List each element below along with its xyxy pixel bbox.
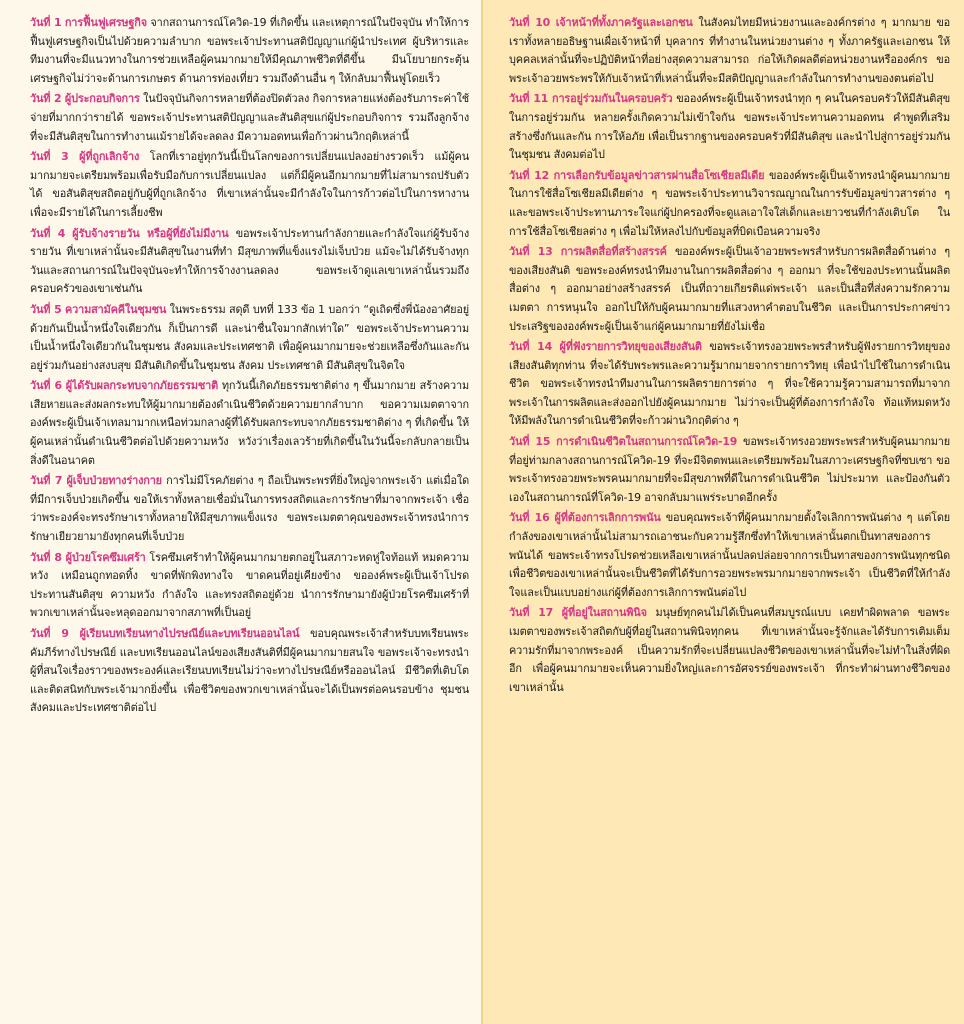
- day-label: วันที่ 11: [509, 92, 549, 106]
- prayer-entry-day-15: [509, 433, 950, 507]
- day-label: วันที่ 2: [30, 92, 62, 106]
- prayer-entry-day-16: [509, 509, 950, 602]
- prayer-topic: ผู้ป่วยโรคซึมเศร้า: [65, 550, 146, 564]
- prayer-entry-day-11: [509, 90, 950, 164]
- day-label: วันที่ 14: [509, 340, 552, 354]
- prayer-text: ทุกวันนี้เกิดภัยธรรมชาติต่าง ๆ ขึ้นมากมาย สร้างความเสียหายและส่งผลกระทบให้ผู้มากมายต้องดำเนินชีวิตด้วยความยากลำบาก ขอความเมตตาจากองค์พระผู้เป็นเจ้าเทลมามากเหนือท่วมกลางผู้ที่ได้รับผลกระทบจากภัยธรรมชาติต่าง ๆ ที่เกิดขึ้น ให้ผู้คนเหล่านั้นดำเนินชีวิตต่อไปด้วยความหวัง หวังว่าเรื่องเลวร้ายที่เกิดขึ้นในวันนี้จะกลับกลายเป็นสิ่งดีในอนาคต: [30, 379, 470, 467]
- prayer-text: ขอพระเจ้าทรงอวยพระพรสำหรับผู้ฟังรายการวิทยุของเสียงสันติทุกท่าน ที่จะได้รับพระพรและความรู้มากมายจากรายการวิทยุ เพื่อนำไปใช้ในการดำเนินชีวิต ขอพระเจ้าทรงนำทีมงานในการผลิตรายการต่าง ๆ ที่จะใช้ความรู้ความสามารถที่มาจากพระเจ้าในการผลิตและส่งออกไปยังผู้คนมากมาย ไม่ว่าจะเป็นผู้ที่ต้องการกำลังใจ ท้อแท้หมดหวัง ให้มีพลังในการดำเนินชีวิตที่จะก้าวผ่านวิกฤติต่าง ๆ: [509, 340, 950, 428]
- prayer-text: ในสังคมไทยมีหน่วยงานและองค์กรต่าง ๆ มากมาย ขอเราทั้งหลายอธิษฐานเผื่อเจ้าหน้าที่ บุคลากร ที่ทำงานในหน่วยงานต่าง ๆ ทั้งภาครัฐและเอกชน ให้บุคคลเหล่านั้นที่จะปฏิบัติหน้าที่อย่างสุดความสามารถ ก่อให้เกิดผลดีต่อหน่วยงานหรือองค์กร ขอพระเจ้าอวยพระพรให้กับเจ้าหน้าที่เหล่านั้นที่จะมีสติปัญญาและกำลังในการทำงานของตนต่อไป: [509, 16, 951, 85]
- prayer-entry-day-6: [30, 377, 469, 470]
- prayer-entry-day-14: [509, 338, 950, 431]
- prayer-text: ขอพระเจ้าประทานกำลังกายและกำลังใจแก่ผู้รับจ้างรายวัน ที่เขาเหล่านั้นจะมีสันติสุขในงานที่ทำ มีสุขภาพที่แข็งแรงไม่เจ็บป่วย แม้จะไม่ได้รับจ้างทุกวันและสถานการณ์ในปัจจุบันจะทำให้การจ้างงานลดลง ขอพระเจ้าดูแลเขาเหล่านั้นรวมถึงครอบครัวของเขาเช่นกัน: [30, 226, 470, 296]
- prayer-text: ในปัจจุบันกิจการหลายที่ต้องปิดตัวลง กิจการหลายแห่งต้องรับภาระค่าใช้จ่ายที่มากกว่ารายได้ ขอพระเจ้าประทานสติปัญญาและสันติสุขแก่ผู้ประกอบกิจการ รวมถึงลูกจ้างที่จะมีสันติสุขในการทำงานแม้รายได้จะลดลง มีความอดทนเพื่อก้าวผ่านวิกฤติเหล่านี้: [30, 92, 470, 143]
- day-label: วันที่ 12: [509, 168, 550, 182]
- prayer-text: ขอบคุณพระเจ้าที่ผู้คนมากมายตั้งใจเลิกการพนันต่าง ๆ แต่โดยกำลังของเขาเหล่านั้นไม่สามารถเอาชนะกับความรู้สึกซึ่งทำให้เขาเหล่านั้นตกเป็นทาสของการพนันได้ ขอพระเจ้าทรงโปรดช่วยเหลือเขาเหล่านั้นปลดปล่อยจากการเป็นทาสของการพนันทุกชนิด เพื่อชีวิตของเขาเหล่านั้นจะเป็นชีวิตที่ได้รับการอวยพระพรมากมายจากพระเจ้า เป็นชีวิตที่ให้กำลังใจและเป็นแบบอย่างแก่ผู้ที่ต้องการเลิกการพนันต่อไป: [509, 511, 951, 599]
- day-label: วันที่ 3: [30, 150, 69, 164]
- prayer-topic: การดำเนินชีวิตในสถานการณ์โควิด-19: [556, 435, 738, 449]
- prayer-topic: ผู้ที่ต้องการเลิกการพนัน: [554, 511, 661, 525]
- day-label: วันที่ 4: [30, 226, 66, 240]
- prayer-entry-day-10: [509, 14, 950, 88]
- prayer-entry-day-5: [30, 301, 469, 375]
- prayer-text: โลกที่เราอยู่ทุกวันนี้เป็นโลกของการเปลี่ยนแปลงอย่างรวดเร็ว แม้ผู้คนมากมายจะเตรียมพร้อมเพื่อรับมือกับการเปลี่ยนแปลง แต่ก็มีผู้คนอีกมากมายที่ไม่สามารถปรับตัวได้ ขอสันติสุขสถิตอยู่กับผู้ที่ถูกเลิกจ้าง ที่เขาเหล่านั้นจะมีกำลังใจในการก้าวต่อไปในการหางาน เพื่อจะมีรายได้ในการเลี้ยงชีพ: [30, 150, 469, 219]
- day-label: วันที่ 17: [509, 606, 554, 620]
- prayer-topic: ผู้ที่อยู่ในสถานพินิจ: [561, 606, 647, 620]
- prayer-entry-day-13: [509, 243, 950, 336]
- prayer-entry-day-8: [30, 549, 469, 623]
- prayer-text: ในพระธรรม สดุดี บทที่ 133 ข้อ 1 บอกว่า “ดูเถิดซึ่งพี่น้องอาศัยอยู่ด้วยกันเป็นน้ำหนึ่งใจเดียวกัน ก็เป็นการดี และน่าชื่นใจมากสักเท่าใด” ขอพระเจ้าประทานความเป็นน้ำหนึ่งใจเดียวกันในชุมชน สังคมและประเทศชาติ เพื่อผู้คนมากมายจะช่วยเหลือซึ่งกันและกัน อยู่ร่วมกันอย่างสงบสุข มีสันติเกิดขึ้นในชุมชน สังคม ประเทศชาติ มีสันติสุขในจิตใจ: [30, 302, 470, 372]
- day-label: วันที่ 16: [509, 511, 550, 525]
- prayer-topic: การอยู่ร่วมกันในครอบครัว: [552, 92, 673, 106]
- prayer-entry-day-4: [30, 225, 469, 299]
- prayer-text: ขอพระเจ้าทรงอวยพระพรสำหรับผู้คนมากมาย ที่อยู่ท่ามกลางสถานการณ์โควิด-19 ที่จะมีจิตตพนและเตรียมพร้อมในสภาวะเศรษฐกิจที่ซบเซา ขอพระเจ้าทรงอวยพระพรคนมากมายที่จะมีสุขภาพที่ดีในการดำเนินชีวิต ไม่ประมาท และป้องกันตัวเองในสถานการณ์ที่โควิด-19 อาจกลับมาแพร่ระบาดอีกครั้ง: [509, 435, 950, 504]
- day-label: วันที่ 13: [509, 245, 553, 259]
- prayer-topic: ความสามัคคีในชุมชน: [65, 302, 167, 316]
- prayer-topic: ผู้รับจ้างรายวัน หรือผู้ที่ยังไม่มีงาน: [72, 226, 229, 240]
- day-label: วันที่ 15: [509, 435, 551, 449]
- prayer-entry-day-12: [509, 167, 950, 241]
- left-column: [0, 0, 481, 1024]
- prayer-text: โรคซึมเศร้าทำให้ผู้คนมากมายตกอยู่ในสภาวะหดหู่ใจท้อแท้ หมดความหวัง เหมือนถูกทอดทิ้ง ขาดที่พักพิงทางใจ ขาดคนที่อยู่เคียงข้าง ขอองค์พระผู้เป็นเจ้าโปรดประทานสันติสุข ความหวัง กำลังใจ และทรงสถิตอยู่ด้วย นำการรักษามายังผู้ป่วยโรคซึมเศร้าที่พวกเขาเหล่านั้นจะหลุดออกมาจากสภาพที่เป็นอยู่: [30, 550, 470, 620]
- prayer-entry-day-9: [30, 625, 469, 718]
- prayer-topic: ผู้เจ็บป่วยทางร่างกาย: [66, 474, 162, 488]
- prayer-topic: การเลือกรับข้อมูลข่าวสารผ่านสื่อโซเชียลมีเดีย: [553, 168, 765, 182]
- prayer-entry-day-17: [509, 604, 950, 697]
- prayer-text: ขอบคุณพระเจ้าสำหรับบทเรียนพระคัมภีร์ทางไปรษณีย์ และบทเรียนออนไลน์ของเสียงสันติที่มีผู้คนมากมายสนใจ ขอพระเจ้าจะทรงนำผู้ที่สนใจเรื่องราวของพระองค์และเรียนบทเรียนไม่ว่าจะทางไปรษณีย์หรือออนไลน์ มีชีวิตที่เติบโตและติดสนิทกับพระเจ้ามากยิ่งขึ้น เพื่อชีวิตของพวกเขาเหล่านั้นจะได้เป็นพรต่อคนรอบข้าง ชุมชน สังคมและประเทศชาติต่อไป: [30, 627, 469, 715]
- prayer-text: มนุษย์ทุกคนไม่ได้เป็นคนที่สมบูรณ์แบบ เคยทำผิดพลาด ขอพระเมตตาของพระเจ้าสถิตกับผู้ที่อยู่ในสถานพินิจทุกคน ที่เขาเหล่านั้นจะรู้จักและได้รับการเติมเต็มความรักที่มาจากพระองค์ เป็นความรักที่จะเปลี่ยนแปลงชีวิตของเขาเหล่านั้นที่จะไม่ทำในสิ่งที่ผิดอีก เพื่อผู้คนมากมายจะเห็นความยิ่งใหญ่และการอัศจรรย์ของพระเจ้า ที่กระทำผ่านทางชีวิตของเขาเหล่านั้น: [509, 606, 950, 694]
- prayer-text: จากสถานการณ์โควิด-19 ที่เกิดขึ้น และเหตุการณ์ในปัจจุบัน ทำให้การฟื้นฟูเศรษฐกิจเป็นไปด้วยความลำบาก ขอพระเจ้าประทานสติปัญญาแก่ผู้นำประเทศ ผู้บริหารและทีมงานที่จะมีแนวทางในการช่วยเหลือผู้คนมากมายให้มีคุณภาพชีวิตที่ดีขึ้น มีนโยบายกระตุ้นเศรษฐกิจไม่ว่าจะด้านการเกษตร ด้านการท่องเที่ยว รวมถึงด้านอื่น ๆ ให้กลับมาฟื้นฟูโดยเร็ว: [30, 16, 469, 85]
- prayer-text: ขอองค์พระผู้เป็นเจ้าทรงนำผู้คนมากมายในการใช้สื่อโซเชียลมีเดียต่าง ๆ ขอพระเจ้าประทานวิจารณญาณในการรับข้อมูลข่าวสารต่าง ๆ และขอพระเจ้าประทานภาระใจแก่ผู้ปกครองที่จะดูแลเอาใจใส่เด็กและเยาวชนที่กำลังเติบโต ในการใช้สื่อโซเชียลต่าง ๆ เพื่อไม่ให้หลงไปกับข้อมูลที่บิดเบือนความจริง: [509, 168, 951, 238]
- prayer-topic: การผลิตสื่อที่สร้างสรรค์: [560, 245, 667, 259]
- prayer-topic: ผู้ได้รับผลกระทบจากภัยธรรมชาติ: [65, 379, 218, 393]
- day-label: วันที่ 8: [30, 550, 62, 564]
- prayer-topic: ผู้ที่ฟังรายการวิทยุของเสียงสันติ: [559, 340, 702, 354]
- day-label: วันที่ 1: [30, 16, 62, 29]
- prayer-entry-day-2: [30, 90, 469, 146]
- prayer-topic: ผู้ประกอบกิจการ: [64, 92, 140, 106]
- prayer-topic: ผู้เรียนบทเรียนทางไปรษณีย์และบทเรียนออนไลน์: [79, 627, 300, 640]
- prayer-entry-day-3: [30, 148, 469, 222]
- prayer-text: ขอองค์พระผู้เป็นเจ้าทรงนำทุก ๆ คนในครอบครัวให้มีสันติสุขในการอยู่ร่วมกัน หลายครั้งเกิดความไม่เข้าใจกัน ขอพระเจ้าประทานความอดทน คำพูดที่เสริมสร้างซึ่งกันและกัน การให้อภัย เพื่อเป็นรากฐานของครอบครัวที่มีสันติสุข และนำไปสู่การอยู่ร่วมกันในชุมชน สังคมต่อไป: [509, 92, 951, 162]
- right-column: [483, 0, 964, 1024]
- prayer-topic: เจ้าหน้าที่ทั้งภาครัฐและเอกชน: [555, 16, 693, 29]
- day-label: วันที่ 6: [30, 379, 62, 393]
- day-label: วันที่ 9: [30, 627, 69, 640]
- prayer-entry-day-7: [30, 472, 469, 546]
- prayer-text: การไม่มีโรคภัยต่าง ๆ ถือเป็นพระพรที่ยิ่งใหญ่จากพระเจ้า แต่เมื่อใดที่มีการเจ็บป่วยเกิดขึ้น ขอให้เราทั้งหลายเชื่อมั่นในการทรงสถิตและการรักษาที่มาจากพระเจ้า เชื่อว่าพระองค์จะทรงรักษาเราทั้งหลายให้มีสุขภาพแข็งแรง ขอพระเมตตาคุณของพระเจ้าทรงนำการรักษาเยียวยามายังทุกคนที่เจ็บป่วย: [30, 474, 469, 544]
- day-label: วันที่ 7: [30, 474, 63, 488]
- prayer-entry-day-1: [30, 14, 469, 88]
- prayer-topic: ผู้ที่ถูกเลิกจ้าง: [79, 150, 140, 164]
- prayer-topic: การฟื้นฟูเศรษฐกิจ: [64, 16, 147, 29]
- prayer-text: ขอองค์พระผู้เป็นเจ้าอวยพระพรสำหรับการผลิตสื่อด้านต่าง ๆ ของเสียงสันติ ขอพระองค์ทรงนำทีมงานในการผลิตสื่อต่าง ๆ ออกมา ที่จะใช้ของประทานนั้นผลิตสื่อต่าง ๆ ออกมาอย่างสร้างสรรค์ เป็นที่ถวายเกียรติแด่พระเจ้า และเป็นสื่อที่ส่งความรักความเมตตา การหนุนใจ ออกไปให้กับผู้คนมากมายที่แสวงหาคำตอบในชีวิต และเป็นการประกาศข่าวประเสริฐขององค์พระผู้เป็นเจ้าแก่ผู้คนมากมายที่ยังไม่เชื่อ: [509, 245, 950, 333]
- day-label: วันที่ 10: [509, 16, 551, 29]
- day-label: วันที่ 5: [30, 302, 62, 316]
